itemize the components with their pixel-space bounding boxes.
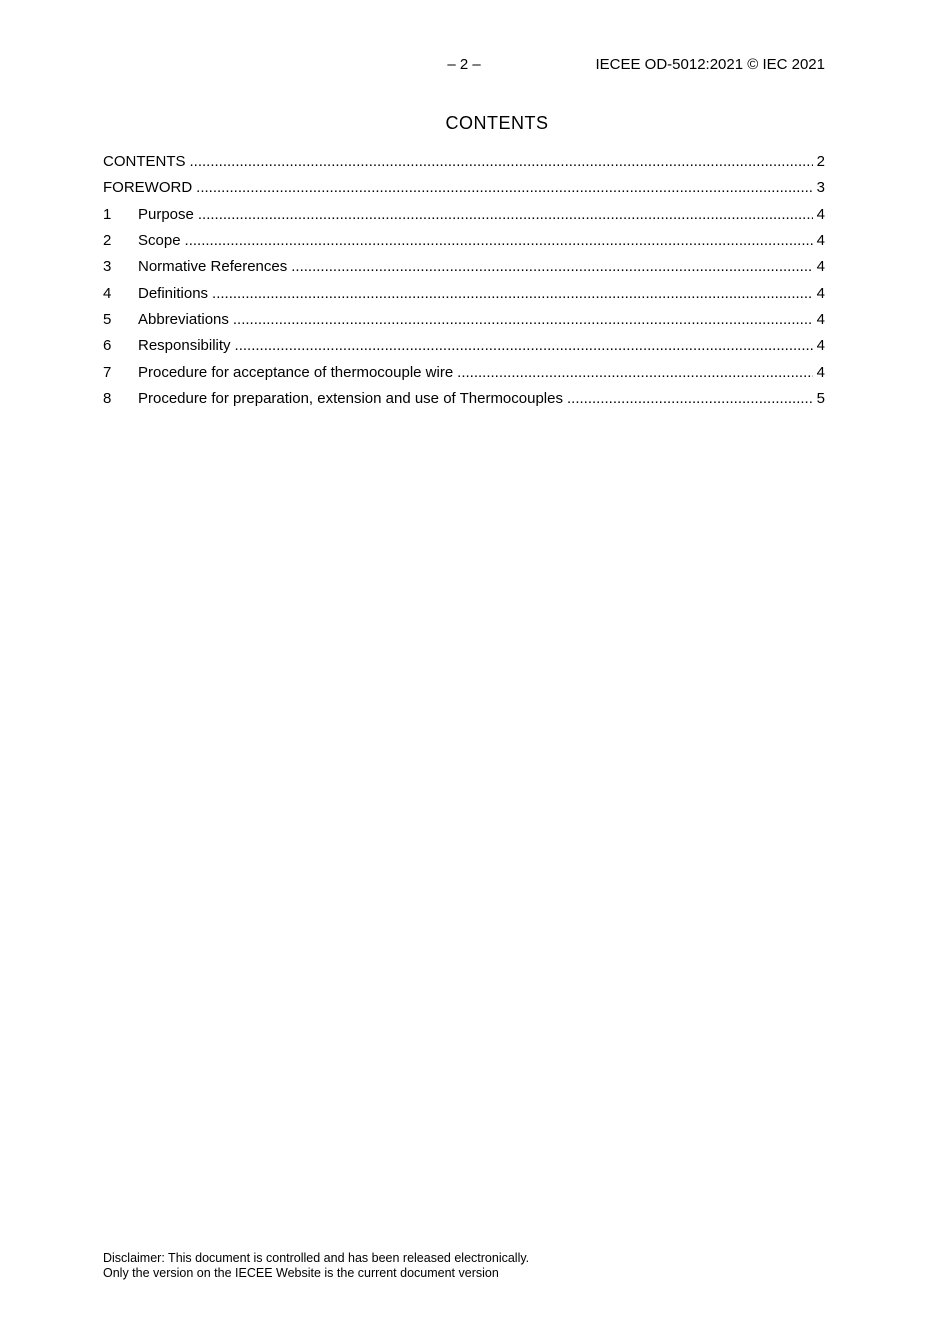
toc-entry-page: 4 — [816, 363, 825, 381]
toc-dot-leader — [291, 254, 812, 280]
toc-entry-page: 4 — [816, 258, 825, 276]
toc-entry-label: Procedure for preparation, extension and use of Thermocouples — [138, 390, 563, 408]
toc-entry-page: 4 — [816, 205, 825, 223]
toc-entry-label: FOREWORD — [103, 179, 193, 197]
toc-entry-label: Procedure for acceptance of thermocouple wire — [138, 363, 454, 381]
toc-entry — [103, 149, 825, 175]
toc-entry — [103, 228, 825, 254]
contents-heading — [103, 112, 825, 134]
toc-dot-leader — [457, 360, 812, 386]
toc-entry-page: 4 — [816, 337, 825, 355]
toc-dot-leader — [212, 281, 813, 307]
toc-entry — [103, 281, 825, 307]
toc-entry-number: 3 — [103, 258, 112, 276]
contents-heading-text: CONTENTS — [445, 113, 549, 133]
toc-entry-number: 5 — [103, 311, 112, 329]
toc-dot-leader — [198, 202, 813, 228]
toc-entry-label: Purpose — [138, 205, 194, 223]
toc-entry-page: 4 — [816, 311, 825, 329]
toc-entry-number: 6 — [103, 337, 112, 355]
toc-entry-label: CONTENTS — [103, 153, 186, 170]
toc-entry-page: 4 — [816, 284, 825, 302]
toc-entry-page: 3 — [816, 179, 825, 197]
toc-entry — [103, 386, 825, 412]
disclaimer-line-1: Disclaimer: This document is controlled and has been released electronically. — [103, 1251, 530, 1265]
toc-entry-label: Responsibility — [138, 337, 231, 355]
toc-entry — [103, 333, 825, 359]
toc-entry — [103, 307, 825, 333]
toc-dot-leader — [190, 149, 813, 175]
toc-entry — [103, 360, 825, 386]
page-number-marker: – 2 – — [447, 56, 481, 73]
toc-entry-number: 8 — [103, 390, 112, 408]
toc-entry-label: Normative References — [138, 258, 288, 276]
toc-entry — [103, 175, 825, 201]
toc-entry — [103, 202, 825, 228]
toc-dot-leader — [567, 386, 813, 412]
document-reference: IECEE OD-5012:2021 © IEC 2021 — [595, 56, 825, 73]
table-of-contents — [103, 149, 825, 412]
toc-entry-number: 2 — [103, 232, 112, 250]
toc-dot-leader — [233, 307, 813, 333]
toc-dot-leader — [185, 228, 813, 254]
toc-entry-label: Definitions — [138, 284, 209, 302]
toc-entry-page: 2 — [816, 153, 825, 170]
toc-dot-leader — [196, 175, 812, 201]
toc-entry-number: 7 — [103, 363, 112, 381]
toc-dot-leader — [235, 333, 813, 359]
toc-entry-page: 5 — [816, 390, 825, 408]
toc-entry-label: Scope — [138, 232, 181, 250]
page-header — [103, 56, 825, 76]
toc-entry-page: 4 — [816, 232, 825, 250]
toc-entry-number: 4 — [103, 284, 112, 302]
footer-disclaimer — [103, 1251, 825, 1280]
toc-entry-label: Abbreviations — [138, 311, 229, 329]
toc-entry-number: 1 — [103, 205, 112, 223]
disclaimer-line-2: Only the version on the IECEE Website is the current document version — [103, 1265, 499, 1280]
toc-entry — [103, 254, 825, 280]
